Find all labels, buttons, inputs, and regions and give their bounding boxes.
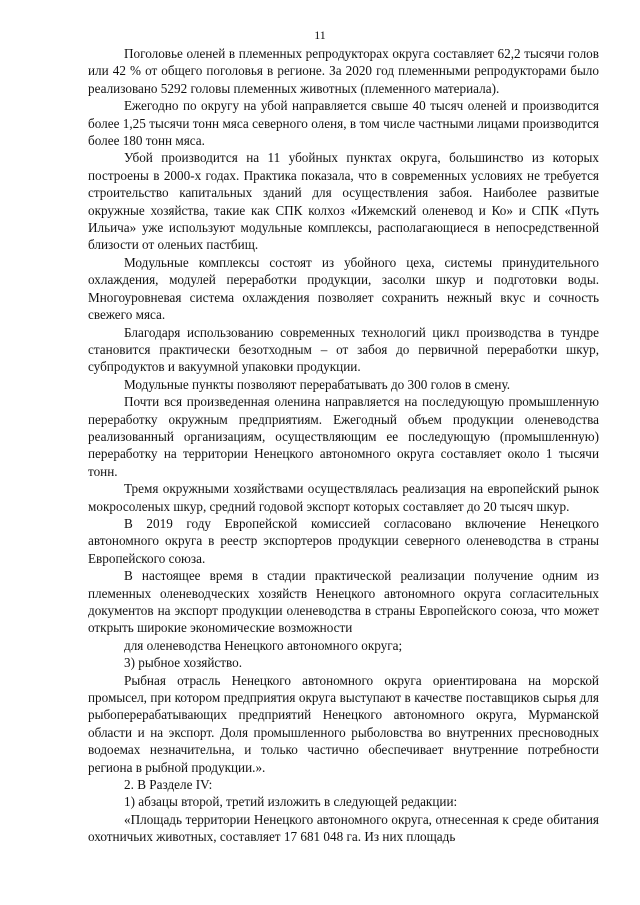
page-number: 11 xyxy=(314,28,326,42)
paragraph: Благодаря использованию современных технологий цикл производства в тундре становится практически безотходным – от забоя до первичной переработки шкур, субпродуктов и вакуумной упаковки продукции. xyxy=(88,324,599,375)
section-heading: 2. В Разделе IV: xyxy=(124,777,213,793)
paragraph: Модульные пункты позволяют перерабатывать до 300 голов в смену. xyxy=(124,376,511,392)
paragraph: В настоящее время в стадии практической реализации получение одним из племенных оленеводческих хозяйств Ненецкого автономного округа согласительных документов на экспорт продукции оленеводства в страны Европейского союза, что может открыть широкие экономические возможности xyxy=(88,568,599,636)
paragraph: Модульные комплексы состоят из убойного цеха, системы принудительного охлаждения, модулей переработки продукции, засолки шкур и подготовки воды. Многоуровневая система охлаждения позволяет сохранить нежный вкус и сочность свежего мяса. xyxy=(88,254,599,323)
paragraph: Почти вся произведенная оленина направляется на последующую промышленную переработку окружным предприятиям. Ежегодный объем продукции оленеводства реализованный организациям, осуществляющим ее последующую (промышленную) переработку на территории Ненецкого автономного округа составляет около 1 тысячи тонн. xyxy=(88,394,599,479)
paragraph: Ежегодно по округу на убой направляется свыше 40 тысяч оленей и производится более 1,25 тысячи тонн мяса северного оленя, в том числе частными лицами производится более 180 тонн мяса. xyxy=(88,98,599,149)
list-item: 1) абзацы второй, третий изложить в следующей редакции: xyxy=(124,794,458,810)
document-body xyxy=(88,45,599,846)
paragraph: Тремя окружными хозяйствами осуществлялась реализация на европейский рынок мокросоленых шкур, средний годовой экспорт которых составляет до 20 тысяч шкур. xyxy=(88,481,599,514)
paragraph: Рыбная отрасль Ненецкого автономного округа ориентирована на морской промысел, при котором предприятия округа выступают в качестве поставщиков сырья для рыбоперерабатывающих предприятий Ненецкого автономного округа, Мурманской области и на экспорт. Доля промышленного рыболовства во внутренних пресноводных водоемах незначительна, и только частично обеспечивает внутренние потребности региона в рыбной продукции.». xyxy=(88,672,599,775)
paragraph: Убой производится на 11 убойных пунктах округа, большинство из которых построены в 2000-х годах. Практика показала, что в современных условиях не требуется строительство капитальных зданий для осуществления забоя. Наиболее развитые окружные хозяйства, такие как СПК колхоз «Ижемский оленевод и Ко» и СПК «Путь Ильича» уже используют модульные комплексы, располагающиеся в непосредственной близости от оленьих пастбищ. xyxy=(88,150,599,253)
paragraph: Поголовье оленей в племенных репродукторах округа составляет 62,2 тысячи голов или 42 % от общего поголовья в регионе. За 2020 год племенными репродукторами было реализовано 5292 головы племенных животных (племенного материала). xyxy=(88,46,599,96)
paragraph-continuation: для оленеводства Ненецкого автономного округа; xyxy=(124,637,403,653)
paragraph: В 2019 году Европейской комиссией согласовано включение Ненецкого автономного округа в реестр экспортеров продукции северного оленеводства в страны Европейского союза. xyxy=(88,515,599,566)
list-item: 3) рыбное хозяйство. xyxy=(124,655,243,671)
paragraph: «Площадь территории Ненецкого автономного округа, отнесенная к среде обитания охотничьих животных, составляет 17 681 048 га. Из них площадь xyxy=(88,811,599,845)
